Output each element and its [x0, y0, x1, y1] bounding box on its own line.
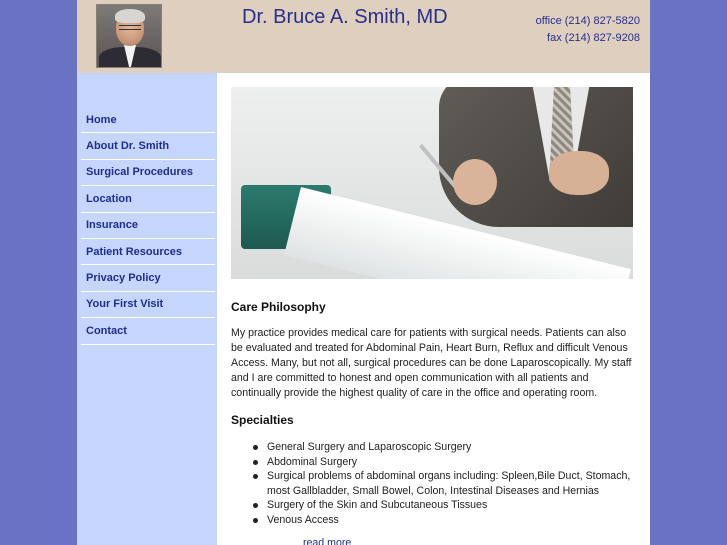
main-content — [217, 73, 650, 545]
care-philosophy-heading: Care Philosophy — [231, 300, 326, 314]
list-item: General Surgery and Laparoscopic Surgery — [253, 440, 633, 455]
office-phone: office (214) 827-5820 — [535, 15, 640, 27]
contact-info — [536, 13, 640, 47]
nav-item-insurance[interactable]: Insurance — [81, 213, 215, 239]
nav-item-privacy-policy[interactable]: Privacy Policy — [81, 265, 215, 291]
header — [77, 0, 650, 73]
nav-item-patient-resources[interactable]: Patient Resources — [81, 239, 215, 265]
specialties-list — [253, 440, 633, 528]
nav-item-surgical-procedures[interactable]: Surgical Procedures — [81, 160, 215, 186]
fax-number: fax (214) 827-9208 — [547, 32, 640, 44]
specialties-heading: Specialties — [231, 413, 294, 427]
list-item: Abdominal Surgery — [253, 455, 633, 470]
site-title: Dr. Bruce A. Smith, MD — [242, 6, 448, 28]
page — [77, 0, 650, 545]
nav-item-about[interactable]: About Dr. Smith — [81, 133, 215, 159]
read-more-link[interactable]: read more — [303, 537, 352, 545]
nav-item-first-visit[interactable]: Your First Visit — [81, 292, 215, 318]
sidebar — [77, 73, 217, 545]
hero-image — [231, 87, 633, 279]
doctor-photo — [96, 4, 162, 68]
nav-item-home[interactable]: Home — [81, 107, 215, 133]
nav-menu — [81, 107, 215, 345]
nav-item-location[interactable]: Location — [81, 186, 215, 212]
list-item: Venous Access — [253, 513, 633, 528]
nav-item-contact[interactable]: Contact — [81, 318, 215, 344]
care-philosophy-text: My practice provides medical care for patients with surgical needs. Patients can also be evaluated and treated for Abdominal Pain, Heart Burn, Reflux and difficult Venous Access. Many, but not all, surgical procedures can be done Laparoscopically. My staff and I are committed to honest and open communication with all patients and continually provide the highest quality of care in the office and operating room. — [231, 327, 632, 399]
list-item: Surgery of the Skin and Subcutaneous Tissues — [253, 498, 633, 513]
list-item: Surgical problems of abdominal organs including: Spleen,Bile Duct, Stomach, most Gallbladder, Small Bowel, Colon, Intestinal Diseases and Hernias — [253, 469, 633, 498]
